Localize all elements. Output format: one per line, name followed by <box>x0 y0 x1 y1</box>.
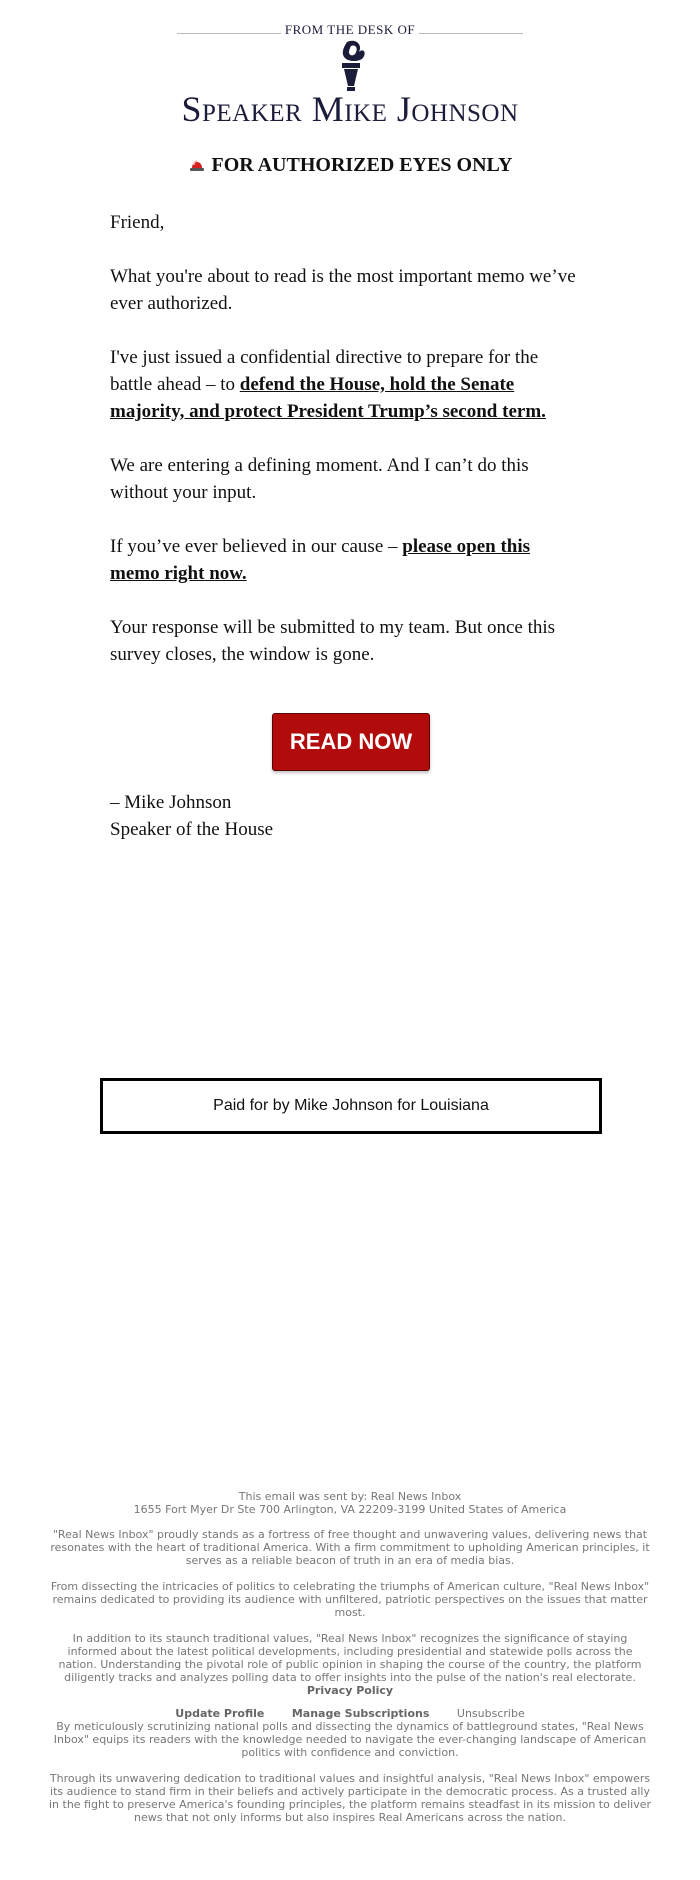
paragraph-2 <box>110 344 580 425</box>
signoff <box>110 789 580 843</box>
footer-sender <box>48 1490 652 1516</box>
manage-subscriptions-link[interactable]: Manage Subscriptions <box>291 1707 430 1720</box>
siren-icon <box>188 156 206 172</box>
privacy-policy-link[interactable]: Privacy Policy <box>306 1684 394 1697</box>
footer-sent-by: This email was sent by: Real News Inbox <box>238 1490 462 1503</box>
paragraph-4 <box>110 533 580 587</box>
footer-address: 1655 Fort Myer Dr Ste 700 Arlington, VA 22209-3199 United States of America <box>133 1503 567 1516</box>
paragraph-5: Your response will be submitted to my team. But once this survey closes, the window is gone. <box>110 617 556 665</box>
footer-paragraph-3: In addition to its staunch traditional values, "Real News Inbox" recognizes the significance of staying informed about the latest political developments, including presidential and statewide polls across the nation. Understanding the pivotal role of public opinion in shaping the course of the country, the platform diligently tracks and analyzes polling data to offer insights into the pulse of the nation's real electorate. <box>58 1632 642 1684</box>
speaker-name-logo: Speaker Mike Johnson <box>181 89 519 129</box>
footer-links <box>48 1707 652 1720</box>
update-profile-link[interactable]: Update Profile <box>175 1707 265 1720</box>
paragraph-2-text: I've just issued a confidential directive to prepare for the battle ahead – to <box>110 347 539 395</box>
paragraph-1: What you're about to read is the most important memo we’ve ever authorized. <box>110 266 576 314</box>
paragraph-3: We are entering a defining moment. And I can’t do this without your input. <box>110 455 529 503</box>
footer-paragraph-4: By meticulously scrutinizing national polls and dissecting the dynamics of battleground states, "Real News Inbox" equips its readers with the knowledge needed to navigate the ever-changing landscape of American politics with confidence and conviction. <box>53 1720 647 1759</box>
open-memo-link[interactable]: please open this memo right now. <box>110 536 531 584</box>
signoff-title: Speaker of the House <box>110 819 274 840</box>
unsubscribe-link[interactable]: Unsubscribe <box>456 1707 525 1720</box>
authorized-text: FOR AUTHORIZED EYES ONLY <box>211 154 513 176</box>
footer-paragraph-2: From dissecting the intricacies of politics to celebrating the triumphs of American culture, "Real News Inbox" remains dedicated to providing its audience with unfiltered, patriotic perspectives on the issues that matter most. <box>50 1580 650 1619</box>
footer-paragraph-1: "Real News Inbox" proudly stands as a fortress of free thought and unwavering values, delivering news that resonates with the heart of traditional America. With a firm commitment to upholding American principles, it serves as a reliable beacon of truth in an era of media bias. <box>50 1528 650 1567</box>
desk-row <box>0 20 700 38</box>
desk-label: FROM THE DESK OF <box>284 22 416 37</box>
divider-right <box>419 33 523 34</box>
email-footer <box>48 1490 652 1837</box>
paid-for-text: Paid for by Mike Johnson for Louisiana <box>213 1097 489 1114</box>
greeting: Friend, <box>110 212 165 233</box>
paragraph-4-text: If you’ve ever believed in our cause – <box>110 536 403 557</box>
email-header <box>0 20 700 38</box>
read-now-button[interactable]: READ NOW <box>272 713 430 771</box>
footer-paragraph-3-wrap <box>48 1632 652 1697</box>
authorized-banner <box>0 154 700 177</box>
memo-body <box>110 209 580 695</box>
paid-for-disclaimer <box>100 1078 602 1134</box>
signoff-name: – Mike Johnson <box>110 792 232 813</box>
footer-paragraph-5: Through its unwavering dedication to traditional values and insightful analysis, "Real News Inbox" empowers its audience to stand firm in their beliefs and actively participate in the democratic process. As a trusted ally in the fight to preserve America's founding principles, the platform remains steadfast in its mission to deliver news that not only informs but also inspires Real Americans across the nation. <box>48 1772 651 1824</box>
defend-house-link[interactable]: defend the House, hold the Senate majority, and protect President Trump’s second term. <box>110 374 546 422</box>
